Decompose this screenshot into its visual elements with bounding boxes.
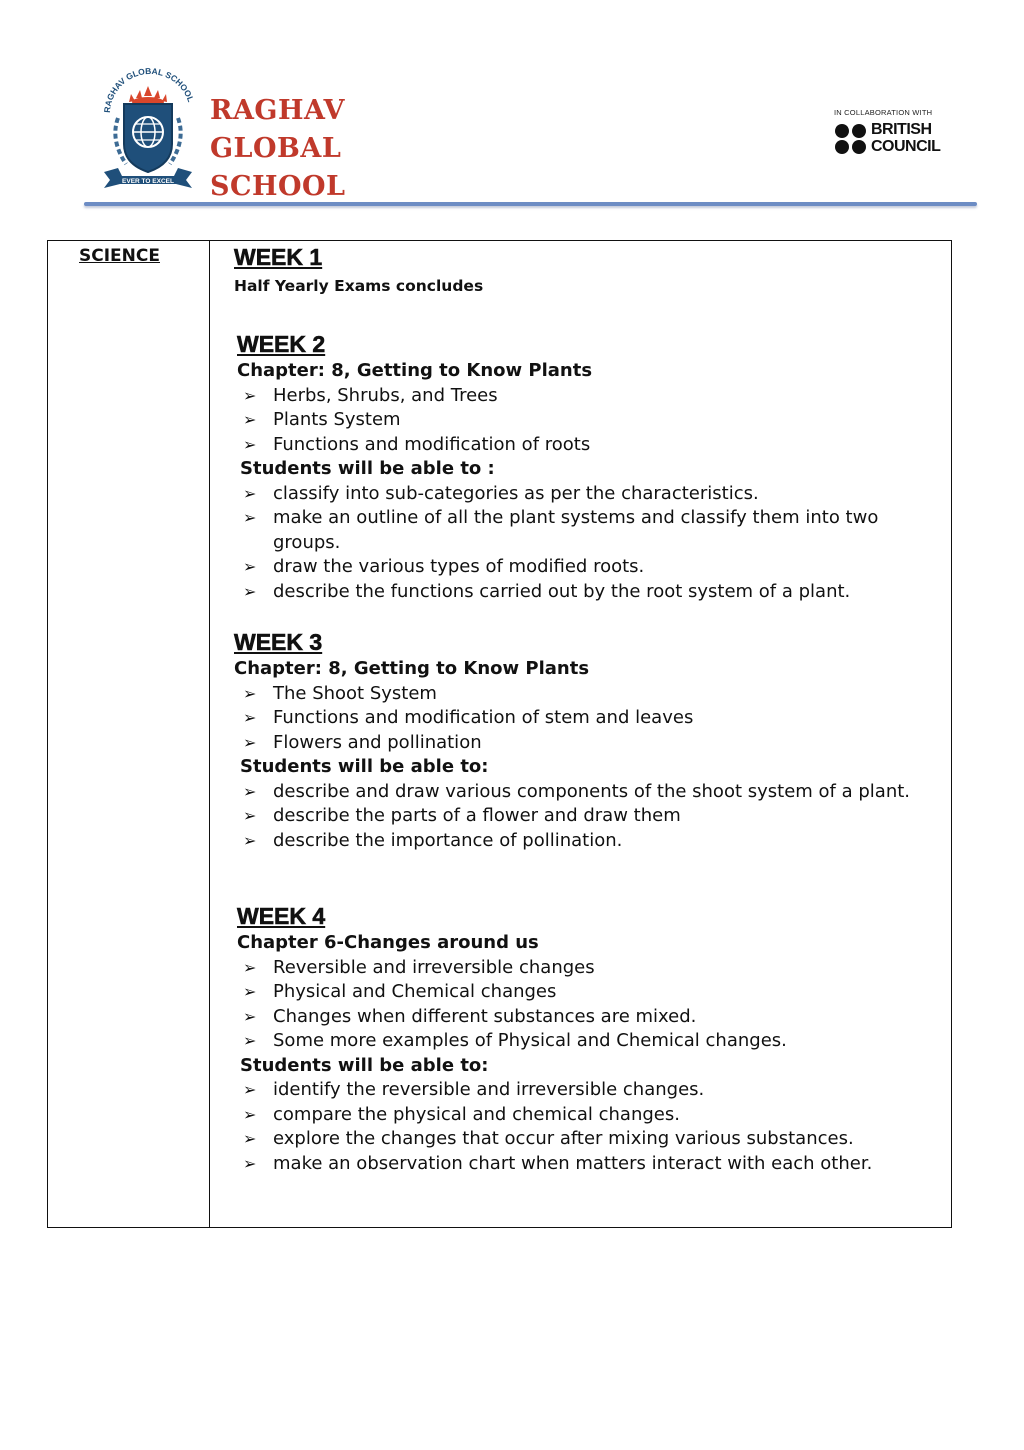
- arrow-bullet-icon: ➢: [243, 1080, 257, 1099]
- arrow-bullet-icon: ➢: [243, 982, 257, 1001]
- syllabus-table: [47, 240, 952, 1228]
- arrow-bullet-icon: ➢: [243, 1129, 257, 1148]
- british-council-logo: [834, 108, 954, 158]
- outcomes-heading: Students will be able to:: [240, 1054, 489, 1076]
- week-1-block: [234, 242, 483, 298]
- arrow-bullet-icon: ➢: [243, 1006, 257, 1026]
- list-item: ➢ describe the functions carried out by the root system of a plant.: [237, 580, 947, 605]
- school-crest-logo: [96, 68, 200, 192]
- week-heading: WEEK 3: [234, 629, 323, 655]
- list-item: ➢ Some more examples of Physical and Chemical changes.: [237, 1029, 947, 1054]
- arrow-bullet-icon: ➢: [243, 1104, 257, 1124]
- list-item: ➢ Flowers and pollination: [237, 731, 947, 756]
- list-item: ➢ Functions and modification of stem and leaves: [237, 706, 947, 731]
- arrow-bullet-icon: ➢: [243, 581, 257, 601]
- list-item: ➢ describe and draw various components of the shoot system of a plant.: [237, 780, 947, 805]
- week-heading: WEEK 2: [237, 331, 326, 357]
- header-divider: [84, 202, 977, 206]
- topic-list: [237, 384, 947, 458]
- week-heading: WEEK 4: [237, 903, 326, 929]
- page-header: [0, 0, 1024, 230]
- arrow-bullet-icon: ➢: [243, 957, 257, 977]
- topic-list: [234, 682, 947, 756]
- outcome-list: [234, 780, 947, 854]
- arrow-bullet-icon: ➢: [243, 557, 257, 576]
- list-item: ➢ Physical and Chemical changes: [237, 980, 947, 1005]
- subject-cell: [48, 241, 210, 1227]
- school-name-line: SCHOOL: [210, 171, 346, 202]
- list-item: ➢ classify into sub-categories as per the characteristics.: [237, 482, 947, 507]
- list-item: ➢ make an observation chart when matters interact with each other.: [237, 1152, 947, 1177]
- partner-name-line: BRITISH: [871, 121, 932, 138]
- outcome-list: [237, 1078, 947, 1176]
- week-heading: WEEK 1: [234, 244, 323, 270]
- subject-label: SCIENCE: [79, 246, 160, 266]
- outcome-list: [237, 482, 947, 605]
- school-name-line: GLOBAL: [210, 133, 342, 164]
- partner-name-line: COUNCIL: [871, 138, 941, 155]
- chapter-title: Chapter 6-Changes around us: [237, 932, 539, 953]
- partner-name: [871, 121, 940, 155]
- chapter-title: Chapter: 8, Getting to Know Plants: [237, 360, 593, 381]
- arrow-bullet-icon: ➢: [243, 385, 257, 405]
- week-note: Half Yearly Exams concludes: [234, 277, 484, 295]
- svg-text:EVER TO EXCEL: EVER TO EXCEL: [122, 178, 174, 185]
- arrow-bullet-icon: ➢: [243, 683, 257, 703]
- arrow-bullet-icon: ➢: [243, 410, 257, 429]
- week-3-block: [234, 627, 947, 853]
- collaboration-caption: IN COLLABORATION WITH: [834, 108, 933, 117]
- arrow-bullet-icon: ➢: [243, 806, 257, 825]
- content-cell: [211, 241, 951, 1227]
- british-council-dots-icon: [834, 123, 868, 155]
- arrow-bullet-icon: ➢: [243, 1031, 257, 1050]
- list-item: ➢ describe the importance of pollination.: [237, 829, 947, 854]
- topic-list: [237, 956, 947, 1054]
- list-item: ➢ compare the physical and chemical changes.: [237, 1103, 947, 1128]
- list-item: ➢ Plants System: [237, 408, 947, 433]
- week-4-block: [237, 901, 947, 1176]
- svg-text:RAGHAV GLOBAL SCHOOL: RAGHAV GLOBAL SCHOOL: [101, 68, 197, 114]
- arrow-bullet-icon: ➢: [243, 781, 257, 801]
- arrow-bullet-icon: ➢: [243, 1153, 257, 1173]
- school-name-line: RAGHAV: [210, 95, 345, 126]
- list-item: ➢ describe the parts of a flower and draw them: [237, 804, 947, 829]
- outcomes-heading: Students will be able to :: [240, 458, 495, 479]
- list-item: ➢ make an outline of all the plant systems and classify them into two groups.: [243, 507, 879, 553]
- list-item: ➢ Herbs, Shrubs, and Trees: [237, 384, 947, 409]
- list-item: ➢ Changes when different substances are mixed.: [237, 1005, 947, 1030]
- list-item: ➢ identify the reversible and irreversible changes.: [237, 1078, 947, 1103]
- arrow-bullet-icon: ➢: [243, 434, 257, 454]
- list-item: ➢ draw the various types of modified roots.: [237, 555, 947, 580]
- outcomes-heading: Students will be able to:: [240, 756, 489, 777]
- arrow-bullet-icon: ➢: [243, 483, 257, 503]
- list-item: ➢ The Shoot System: [237, 682, 947, 707]
- arrow-bullet-icon: ➢: [243, 732, 257, 752]
- arrow-bullet-icon: ➢: [243, 708, 257, 727]
- week-2-block: [237, 329, 947, 604]
- list-item: ➢ explore the changes that occur after mixing various substances.: [237, 1127, 947, 1152]
- arrow-bullet-icon: ➢: [243, 830, 257, 850]
- school-name: [210, 92, 346, 206]
- list-item: ➢ Reversible and irreversible changes: [237, 956, 947, 981]
- arrow-bullet-icon: ➢: [243, 508, 257, 527]
- chapter-title: Chapter: 8, Getting to Know Plants: [234, 658, 590, 679]
- list-item: ➢ Functions and modification of roots: [237, 433, 947, 458]
